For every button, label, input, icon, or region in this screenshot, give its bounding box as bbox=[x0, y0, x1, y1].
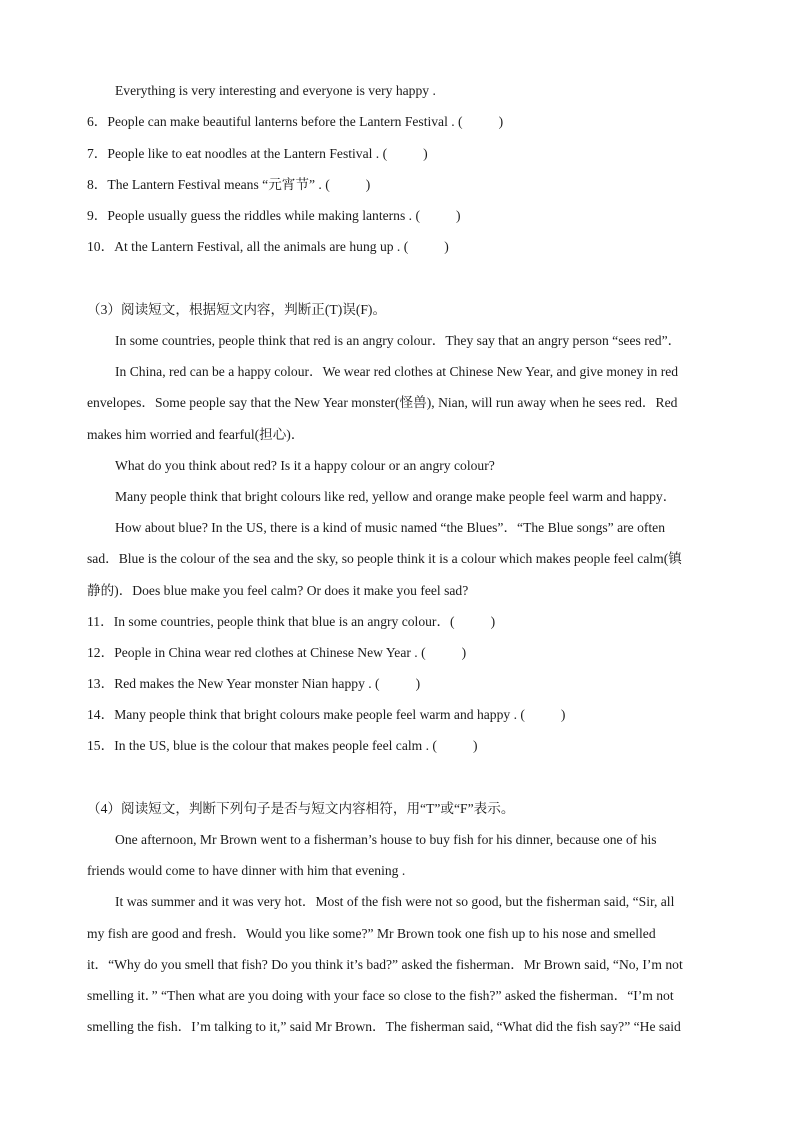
question-text: At the Lantern Festival, all the animals are hung up . ( bbox=[114, 239, 409, 254]
question-text: People in China wear red clothes at Chinese New Year . ( bbox=[114, 645, 426, 660]
question-11 bbox=[87, 613, 707, 631]
passage-line: 静的)．Does blue make you feel calm? Or does it make you feel sad? bbox=[87, 583, 469, 598]
passage-line: smelling the fish．I’m talking to it,” said Mr Brown．The fisherman said, “What did the fish say?” “He said bbox=[87, 1019, 681, 1034]
question-number: 14． bbox=[87, 707, 115, 722]
question-number: 12． bbox=[87, 645, 115, 660]
question-number: 6． bbox=[87, 114, 108, 129]
question-number: 11． bbox=[87, 614, 114, 629]
question-10 bbox=[87, 238, 707, 256]
passage-line: envelopes．Some people say that the New Year monster(怪兽), Nian, will run away when he sees red．Red bbox=[87, 395, 678, 410]
question-number: 8． bbox=[87, 177, 108, 192]
passage-line: In China, red can be a happy colour．We wear red clothes at Chinese New Year, and give money in red bbox=[115, 364, 679, 379]
question-close-paren: ) bbox=[490, 614, 496, 629]
question-15 bbox=[87, 737, 707, 755]
question-number: 9． bbox=[87, 208, 108, 223]
passage-line: What do you think about red? Is it a happy colour or an angry colour? bbox=[115, 458, 495, 473]
passage-line: It was summer and it was very hot．Most of the fish were not so good, but the fisherman said, “Sir, all bbox=[115, 894, 675, 909]
question-text: Red makes the New Year monster Nian happy . ( bbox=[114, 676, 380, 691]
question-number: 7． bbox=[87, 146, 108, 161]
passage-line: How about blue? In the US, there is a kind of music named “the Blues”．“The Blue songs” are often bbox=[115, 520, 666, 535]
question-12 bbox=[87, 644, 707, 662]
question-7 bbox=[87, 145, 707, 163]
question-text: People like to eat noodles at the Lantern Festival . ( bbox=[107, 146, 388, 161]
passage-line: In some countries, people think that red is an angry colour．They say that an angry person “sees red”． bbox=[115, 333, 682, 348]
question-13 bbox=[87, 675, 707, 693]
question-number: 10． bbox=[87, 239, 115, 254]
question-text: Many people think that bright colours make people feel warm and happy . ( bbox=[114, 707, 525, 722]
question-close-paren: ) bbox=[472, 738, 478, 753]
passage-closing-line: Everything is very interesting and everyone is very happy . bbox=[115, 83, 436, 98]
question-close-paren: ) bbox=[423, 146, 428, 161]
passage-line: it．“Why do you smell that fish? Do you think it’s bad?” asked the fisherman．Mr Brown said, “No, I’m not bbox=[87, 957, 683, 972]
question-close-paren: ) bbox=[560, 707, 566, 722]
section-4-heading: （4）阅读短文，判断下列句子是否与短文内容相符，用“T”或“F”表示。 bbox=[87, 801, 515, 816]
section-3-heading: （3）阅读短文，根据短文内容，判断正(T)误(F)。 bbox=[87, 302, 387, 317]
question-close-paren: ) bbox=[444, 239, 449, 254]
question-number: 13． bbox=[87, 676, 115, 691]
passage-line: smelling it．” “Then what are you doing with your face so close to the fish?” asked the fisherman．“I’m not bbox=[87, 988, 674, 1003]
question-8 bbox=[87, 176, 707, 194]
question-14 bbox=[87, 706, 707, 724]
question-close-paren: ) bbox=[456, 208, 461, 223]
question-text: People usually guess the riddles while making lanterns . ( bbox=[107, 208, 420, 223]
question-text: People can make beautiful lanterns before the Lantern Festival . ( bbox=[107, 114, 463, 129]
question-close-paren: ) bbox=[415, 676, 421, 691]
passage-line: sad．Blue is the colour of the sea and the sky, so people think it is a colour which makes people feel calm(镇 bbox=[87, 551, 682, 566]
passage-line: my fish are good and fresh．Would you like some?” Mr Brown took one fish up to his nose and smelled bbox=[87, 926, 656, 941]
passage-line: friends would come to have dinner with him that evening . bbox=[87, 863, 406, 878]
question-6 bbox=[87, 113, 707, 131]
question-number: 15． bbox=[87, 738, 115, 753]
passage-line: makes him worried and fearful(担心)． bbox=[87, 427, 305, 442]
question-text: In the US, blue is the colour that makes people feel calm . ( bbox=[114, 738, 437, 753]
question-text: In some countries, people think that blue is an angry colour．( bbox=[113, 614, 455, 629]
question-text: The Lantern Festival means “元宵节” . ( bbox=[107, 177, 330, 192]
passage-line: Many people think that bright colours like red, yellow and orange make people feel warm and happy． bbox=[115, 489, 677, 504]
question-close-paren: ) bbox=[365, 177, 371, 192]
question-close-paren: ) bbox=[461, 645, 467, 660]
question-9 bbox=[87, 207, 707, 225]
question-close-paren: ) bbox=[498, 114, 504, 129]
passage-line: One afternoon, Mr Brown went to a fisherman’s house to buy fish for his dinner, because one of his bbox=[115, 832, 657, 847]
